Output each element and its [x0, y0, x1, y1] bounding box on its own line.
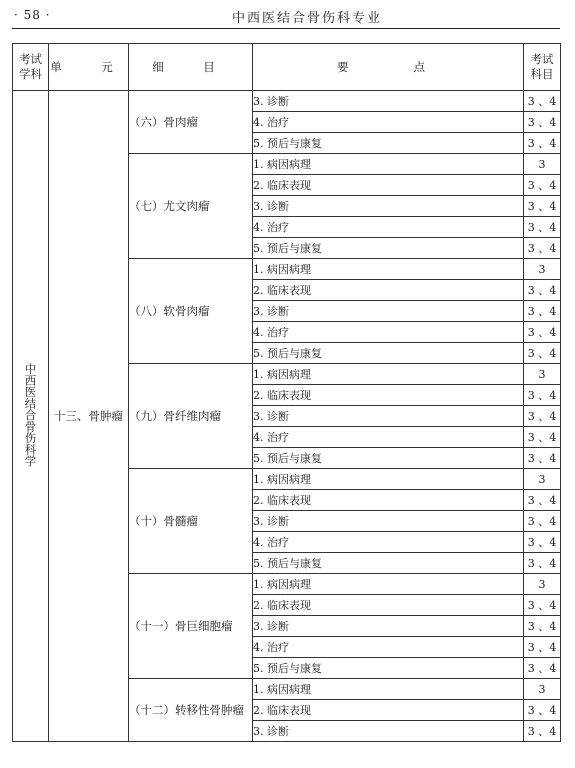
table-body — [13, 91, 561, 742]
exam-cell: 3 — [524, 259, 561, 280]
point-cell: 3. 诊断 — [253, 91, 524, 112]
point-cell: 2. 临床表现 — [253, 700, 524, 721]
table-row — [13, 91, 561, 112]
header-exam: 考试 科目 — [524, 44, 561, 91]
point-cell: 1. 病因病理 — [253, 469, 524, 490]
point-cell: 4. 治疗 — [253, 112, 524, 133]
exam-cell: 3 、4 — [524, 511, 561, 532]
exam-cell: 3 、4 — [524, 595, 561, 616]
exam-cell: 3 、4 — [524, 133, 561, 154]
point-cell: 3. 诊断 — [253, 511, 524, 532]
header-item: 细 目 — [129, 44, 253, 91]
point-cell: 2. 临床表现 — [253, 595, 524, 616]
exam-cell: 3 、4 — [524, 322, 561, 343]
exam-cell: 3 、4 — [524, 175, 561, 196]
point-cell: 1. 病因病理 — [253, 574, 524, 595]
point-cell: 4. 治疗 — [253, 217, 524, 238]
item-cell: （九）骨纤维肉瘤 — [129, 364, 253, 469]
point-cell: 4. 治疗 — [253, 427, 524, 448]
exam-cell: 3 、4 — [524, 217, 561, 238]
point-cell: 2. 临床表现 — [253, 280, 524, 301]
exam-cell: 3 、4 — [524, 448, 561, 469]
exam-cell: 3 、4 — [524, 490, 561, 511]
exam-cell: 3 、4 — [524, 616, 561, 637]
exam-cell: 3 、4 — [524, 721, 561, 742]
point-cell: 4. 治疗 — [253, 322, 524, 343]
point-cell: 2. 临床表现 — [253, 490, 524, 511]
subject-label: 中西医结合骨伤科学 — [23, 362, 38, 467]
item-cell: （十二）转移性骨肿瘤 — [129, 679, 253, 742]
syllabus-table — [12, 43, 561, 742]
exam-cell: 3 — [524, 679, 561, 700]
point-cell: 5. 预后与康复 — [253, 343, 524, 364]
point-cell: 5. 预后与康复 — [253, 553, 524, 574]
exam-cell: 3 — [524, 469, 561, 490]
point-cell: 5. 预后与康复 — [253, 238, 524, 259]
point-cell: 5. 预后与康复 — [253, 448, 524, 469]
exam-cell: 3 、4 — [524, 280, 561, 301]
table-header-row — [13, 44, 561, 91]
header-point: 要 点 — [253, 44, 524, 91]
exam-cell: 3 、4 — [524, 553, 561, 574]
exam-cell: 3 、4 — [524, 406, 561, 427]
exam-cell: 3 、4 — [524, 91, 561, 112]
exam-cell: 3 — [524, 364, 561, 385]
exam-cell: 3 、4 — [524, 658, 561, 679]
point-cell: 2. 临床表现 — [253, 385, 524, 406]
exam-cell: 3 — [524, 574, 561, 595]
subject-cell — [13, 91, 49, 742]
point-cell: 4. 治疗 — [253, 637, 524, 658]
point-cell: 1. 病因病理 — [253, 154, 524, 175]
item-cell: （八）软骨肉瘤 — [129, 259, 253, 364]
point-cell: 5. 预后与康复 — [253, 133, 524, 154]
point-cell: 1. 病因病理 — [253, 364, 524, 385]
exam-cell: 3 、4 — [524, 196, 561, 217]
exam-cell: 3 、4 — [524, 343, 561, 364]
unit-cell: 十三、骨肿瘤 — [49, 91, 129, 742]
point-cell: 5. 预后与康复 — [253, 658, 524, 679]
point-cell: 1. 病因病理 — [253, 259, 524, 280]
exam-cell: 3 — [524, 154, 561, 175]
book-title: 中西医结合骨伤科专业 — [232, 11, 383, 26]
exam-cell: 3 、4 — [524, 238, 561, 259]
exam-cell: 3 、4 — [524, 532, 561, 553]
exam-cell: 3 、4 — [524, 637, 561, 658]
item-cell: （七）尤文肉瘤 — [129, 154, 253, 259]
item-cell: （六）骨肉瘤 — [129, 91, 253, 154]
point-cell: 3. 诊断 — [253, 721, 524, 742]
item-cell: （十）骨髓瘤 — [129, 469, 253, 574]
point-cell: 1. 病因病理 — [253, 679, 524, 700]
page-number: · 58 · — [14, 8, 51, 22]
exam-cell: 3 、4 — [524, 427, 561, 448]
point-cell: 2. 临床表现 — [253, 175, 524, 196]
point-cell: 3. 诊断 — [253, 301, 524, 322]
point-cell: 3. 诊断 — [253, 196, 524, 217]
item-cell: （十一）骨巨细胞瘤 — [129, 574, 253, 679]
header-subject: 考试 学科 — [13, 44, 49, 91]
point-cell: 4. 治疗 — [253, 532, 524, 553]
exam-cell: 3 、4 — [524, 385, 561, 406]
point-cell: 3. 诊断 — [253, 406, 524, 427]
point-cell: 3. 诊断 — [253, 616, 524, 637]
exam-cell: 3 、4 — [524, 700, 561, 721]
header-unit: 单 元 — [49, 44, 129, 91]
exam-cell: 3 、4 — [524, 301, 561, 322]
running-header — [12, 6, 560, 29]
exam-cell: 3 、4 — [524, 112, 561, 133]
